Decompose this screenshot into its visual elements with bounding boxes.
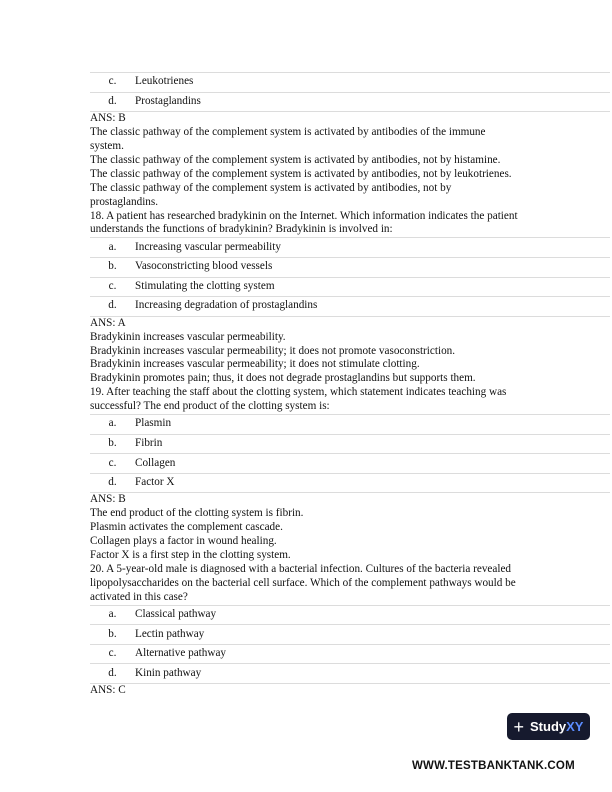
option-letter: a. <box>108 608 117 621</box>
answer-option <box>90 473 610 494</box>
rationale-line: The end product of the clotting system is fibrin. <box>90 507 304 520</box>
answer-key: ANS: B <box>90 493 126 506</box>
option-letter: c. <box>108 647 117 660</box>
rationale-line: The classic pathway of the complement system is activated by antibodies of the immune system. <box>90 126 486 152</box>
document-body <box>90 72 610 698</box>
option-letter: d. <box>108 666 117 679</box>
option-text: Stimulating the clotting system <box>135 279 275 292</box>
answer-option <box>90 237 610 257</box>
option-letter: b. <box>108 627 117 640</box>
rationale-line: Bradykinin increases vascular permeability; it does not stimulate clotting. <box>90 358 420 371</box>
answer-option <box>90 72 610 92</box>
answer-key: ANS: C <box>90 684 126 697</box>
option-letter: a. <box>108 240 117 253</box>
rationale-line: Collagen plays a factor in wound healing. <box>90 535 277 548</box>
footer-url: WWW.TESTBANKTANK.COM <box>412 760 575 772</box>
option-text: Prostaglandins <box>135 94 201 107</box>
option-letter: b. <box>108 437 117 449</box>
answer-option <box>90 414 610 434</box>
option-text: Factor X <box>135 476 175 489</box>
plus-icon: + <box>513 716 525 737</box>
option-text: Vasoconstricting blood vessels <box>135 260 273 273</box>
answer-option <box>90 296 610 317</box>
question-stem: 20. A 5-year-old male is diagnosed with a bacterial infection. Cultures of the bacteria revealed lipopolysaccharides on the bacterial cell surface. Which of the complement pathways would be activated in this case? <box>90 562 516 603</box>
answer-option <box>90 453 610 473</box>
option-text: Fibrin <box>135 437 163 449</box>
option-text: Alternative pathway <box>135 647 227 660</box>
option-text: Increasing vascular permeability <box>135 240 281 253</box>
question-stem: 18. A patient has researched bradykinin on the Internet. Which information indicates the patient understands the functions of bradykinin? Bradykinin is involved in: <box>90 209 518 236</box>
logo-xy-text: XY <box>566 718 584 734</box>
answer-key: ANS: A <box>90 316 126 329</box>
option-text: Increasing degradation of prostaglandins <box>135 299 318 312</box>
answer-option <box>90 434 610 454</box>
rationale-line: Bradykinin increases vascular permeability; it does not promote vasoconstriction. <box>90 344 456 357</box>
answer-option <box>90 277 610 297</box>
option-text: Plasmin <box>135 417 172 430</box>
option-text: Lectin pathway <box>135 627 205 640</box>
answer-key: ANS: B <box>90 112 126 125</box>
answer-option <box>90 663 610 684</box>
option-text: Collagen <box>135 456 176 469</box>
answer-option <box>90 605 610 625</box>
option-text: Kinin pathway <box>135 666 202 679</box>
answer-option <box>90 644 610 664</box>
option-letter: c. <box>108 75 117 88</box>
rationale-line: Bradykinin increases vascular permeability. <box>90 330 286 343</box>
option-letter: d. <box>108 476 117 489</box>
option-text: Classical pathway <box>135 608 217 621</box>
option-letter: d. <box>108 299 117 312</box>
rationale-line: Bradykinin promotes pain; thus, it does not degrade prostaglandins but supports them. <box>90 372 476 385</box>
rationale-line: Factor X is a first step in the clotting system. <box>90 549 291 562</box>
answer-option <box>90 624 610 644</box>
option-letter: c. <box>108 456 117 469</box>
answer-option <box>90 257 610 277</box>
option-letter: d. <box>108 94 117 107</box>
logo-study-text: Study <box>530 718 567 734</box>
studyxy-logo[interactable] <box>507 713 590 740</box>
option-letter: a. <box>108 417 117 430</box>
rationale-line: The classic pathway of the complement system is activated by antibodies, not by histamine. <box>90 153 501 166</box>
rationale-line: Plasmin activates the complement cascade. <box>90 521 283 534</box>
rationale-line: The classic pathway of the complement system is activated by antibodies, not by leukotrienes. <box>90 167 512 180</box>
rationale-line: The classic pathway of the complement system is activated by antibodies, not by prostaglandins. <box>90 181 452 208</box>
answer-option <box>90 92 610 113</box>
option-letter: c. <box>108 279 117 292</box>
option-letter: b. <box>108 260 117 273</box>
option-text: Leukotrienes <box>135 75 194 88</box>
question-stem: 19. After teaching the staff about the clotting system, which statement indicates teaching was successful? The end product of the clotting system is: <box>90 386 507 413</box>
